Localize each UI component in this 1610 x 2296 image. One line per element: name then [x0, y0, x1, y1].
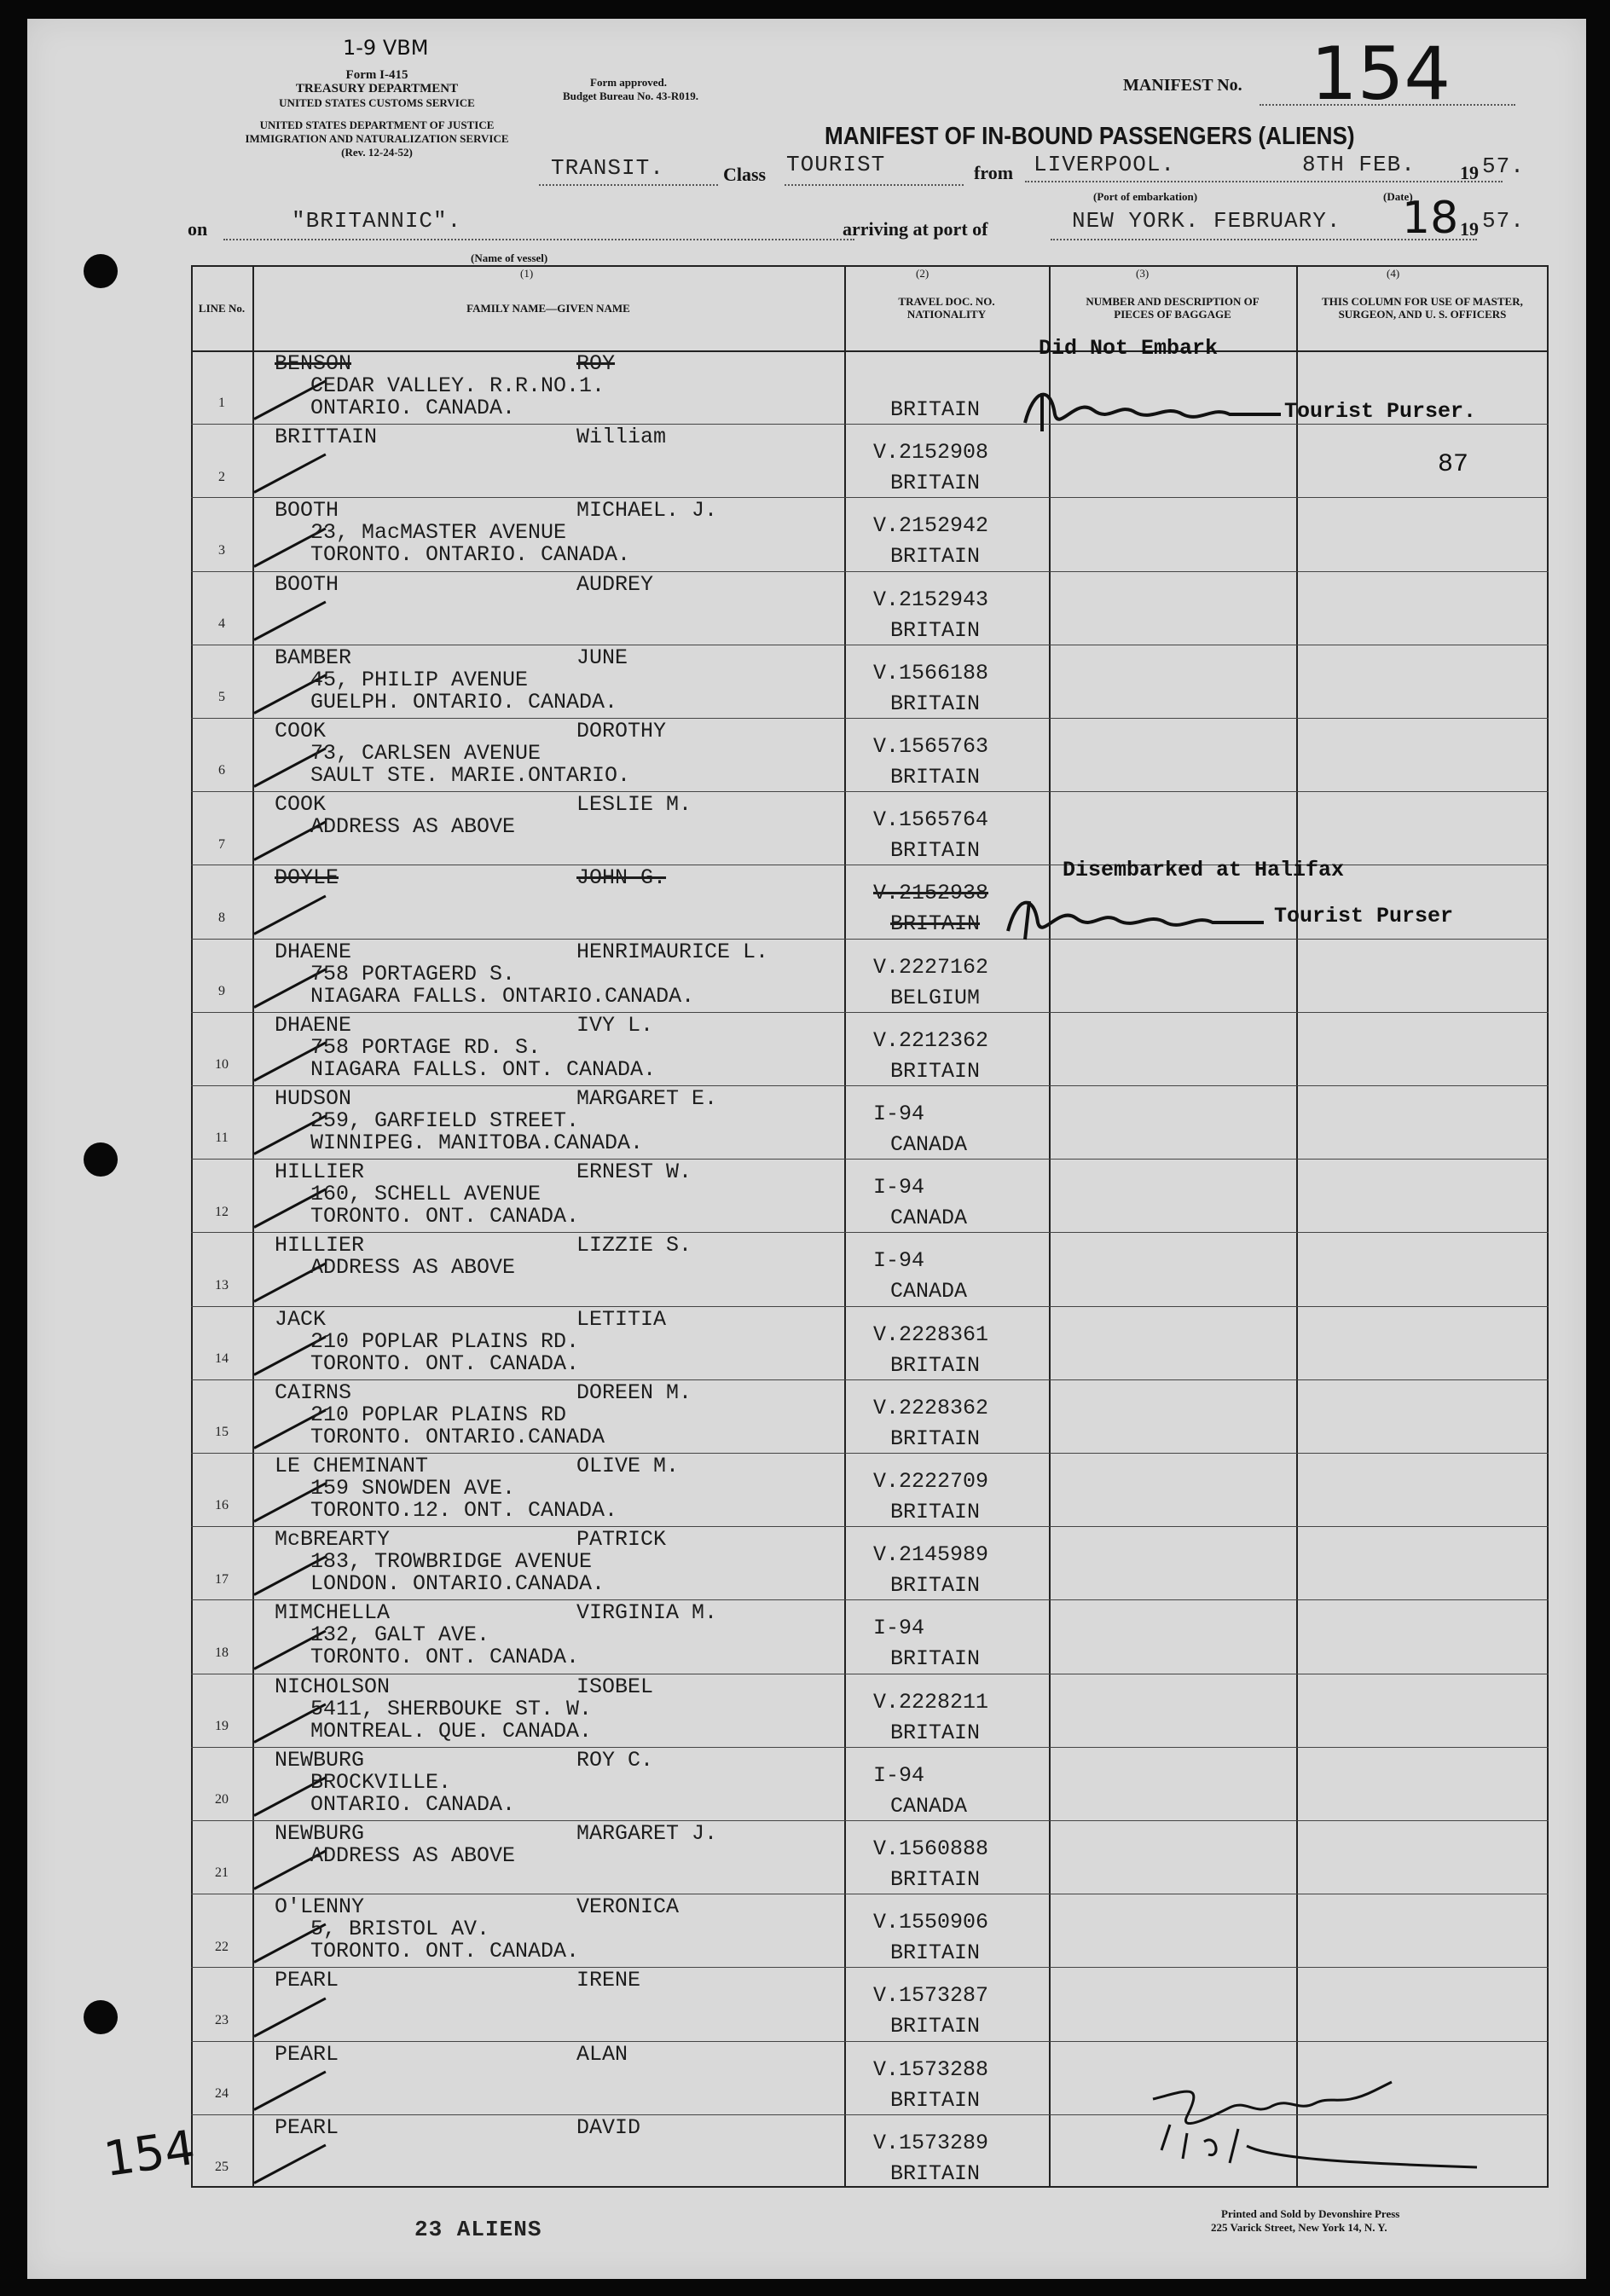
line-number: 12 [215, 1204, 229, 1219]
line-number: 11 [215, 1131, 229, 1146]
address-line-2: ONTARIO. CANADA. [310, 1791, 516, 1817]
given-name: PATRICK [576, 1527, 667, 1553]
table-row [191, 645, 1549, 718]
address-line-1: 5411, SHERBOUKE ST. W. [310, 1696, 593, 1721]
line-number: 13 [215, 1277, 229, 1293]
manifest-no: 154 [1311, 32, 1451, 117]
address-line-2: LONDON. ONTARIO.CANADA. [310, 1571, 605, 1597]
manifest-title: MANIFEST OF IN-BOUND PASSENGERS (ALIENS) [825, 123, 1355, 150]
given-name: MARGARET J. [576, 1821, 718, 1846]
family-name: BRITTAIN [275, 425, 378, 450]
nationality: BRITAIN [890, 471, 981, 496]
address-line-2: NIAGARA FALLS. ONTARIO.CANADA. [310, 983, 695, 1009]
family-name: HILLIER [275, 1233, 365, 1258]
did-not-embark-note: Did Not Embark [1039, 336, 1219, 361]
given-name: ERNEST W. [576, 1160, 692, 1185]
punch-hole [84, 2000, 118, 2034]
address-line-1: ADDRESS AS ABOVE [310, 1255, 516, 1281]
justice-department: UNITED STATES DEPARTMENT OF JUSTICE [259, 119, 495, 131]
family-name: DHAENE [275, 1012, 352, 1038]
table-row [191, 1159, 1549, 1232]
nationality: CANADA [890, 1793, 968, 1819]
address-line-2: TORONTO.12. ONT. CANADA. [310, 1498, 618, 1523]
given-name: HENRIMAURICE L. [576, 939, 769, 964]
given-name: JOHN G. [576, 865, 667, 891]
nationality: BRITAIN [890, 2160, 981, 2186]
given-name: DAVID [576, 2114, 641, 2140]
nationality: BRITAIN [890, 617, 981, 643]
nationality: CANADA [890, 1279, 968, 1304]
given-name: VIRGINIA M. [576, 1600, 718, 1626]
travel-doc-number: V.1550906 [873, 1910, 989, 1935]
line-number: 22 [215, 1939, 229, 1954]
printer-line-2: 225 Varick Street, New York 14, N. Y. [1211, 2221, 1387, 2234]
address-line-1: 210 POPLAR PLAINS RD [310, 1402, 567, 1427]
family-name: DHAENE [275, 939, 352, 964]
table-row [191, 1306, 1549, 1379]
family-name: CAIRNS [275, 1379, 352, 1405]
line-number: 15 [215, 1425, 229, 1440]
check-mark [253, 894, 326, 934]
arrival-port: NEW YORK. FEBRUARY. [1072, 208, 1341, 234]
travel-doc-number: V.2152943 [873, 587, 989, 612]
from-label: from [974, 162, 1014, 183]
given-name: DOROTHY [576, 719, 667, 743]
line-number: 19 [215, 1719, 229, 1734]
family-name: PEARL [275, 1968, 339, 1993]
line-number: 4 [218, 616, 225, 632]
address-line-1: 210 POPLAR PLAINS RD. [310, 1328, 580, 1354]
table-row [191, 424, 1549, 497]
from-date: 8TH FEB. [1302, 152, 1416, 177]
address-line-1: 23, MacMASTER AVENUE [310, 520, 567, 546]
address-line-2: TORONTO. ONT. CANADA. [310, 1350, 580, 1376]
travel-doc-number: V.1573288 [873, 2056, 989, 2082]
family-name: HILLIER [275, 1160, 365, 1185]
punch-hole [84, 1142, 118, 1177]
travel-doc-number: V.2228211 [873, 1689, 989, 1715]
nationality: BRITAIN [890, 911, 981, 937]
disembarked-note: Disembarked at Halifax [1063, 858, 1345, 882]
on-label: on [188, 218, 208, 240]
check-mark [253, 1997, 326, 2037]
given-name: LIZZIE S. [576, 1233, 692, 1258]
table-row [191, 1453, 1549, 1526]
given-name: OLIVE M. [576, 1454, 680, 1478]
travel-doc-number: I-94 [873, 1616, 925, 1641]
travel-doc-number: V.2152908 [873, 440, 989, 466]
treasury-department: TREASURY DEPARTMENT [295, 82, 459, 95]
arrival-day: 18 [1402, 193, 1459, 244]
transit: TRANSIT. [551, 155, 664, 181]
given-name: ROY C. [576, 1747, 654, 1773]
arrival-year: 57. [1482, 208, 1525, 234]
given-name: ALAN [576, 2041, 628, 2067]
officer-signature [1136, 2065, 1494, 2176]
vbm-stamp: 1-9 VBM [343, 36, 429, 60]
nationality: BRITAIN [890, 544, 981, 570]
table-row [191, 939, 1549, 1012]
address-line-2: TORONTO. ONTARIO.CANADA [310, 1424, 605, 1449]
given-name: LESLIE M. [576, 792, 692, 818]
family-name: LE CHEMINANT [275, 1454, 429, 1478]
address-line-1: 183, TROWBRIDGE AVENUE [310, 1549, 593, 1575]
line-number: 14 [215, 1351, 229, 1367]
address-line-1: ADDRESS AS ABOVE [310, 814, 516, 840]
table-row [191, 1232, 1549, 1305]
family-name: PEARL [275, 2041, 339, 2067]
budget-bureau: Budget Bureau No. 43-R019. [563, 90, 699, 102]
revision: (Rev. 12-24-52) [341, 146, 413, 159]
line-number: 23 [215, 2012, 229, 2027]
header-name: FAMILY NAME—GIVEN NAME [466, 301, 630, 315]
col-3-label: (3) [1136, 267, 1150, 280]
line-number: 9 [218, 984, 225, 999]
given-name: AUDREY [576, 571, 654, 597]
header-officers: THIS COLUMN FOR USE OF MASTER, SURGEON, AND U. S. OFFICERS [1322, 295, 1523, 321]
family-name: DOYLE [275, 865, 339, 891]
address-line-1: 758 PORTAGERD S. [310, 961, 516, 986]
travel-doc-number: V.1565763 [873, 734, 989, 759]
nationality: BRITAIN [890, 838, 981, 864]
line-number: 3 [218, 542, 225, 558]
line-number: 1 [218, 396, 225, 411]
travel-doc-number: V.1560888 [873, 1836, 989, 1861]
address-line-2: TORONTO. ONT. CANADA. [310, 1645, 580, 1670]
given-name: VERONICA [576, 1894, 680, 1920]
ins-service: IMMIGRATION AND NATURALIZATION SERVICE [245, 132, 509, 145]
nationality: BRITAIN [890, 2014, 981, 2039]
address-line-2: SAULT STE. MARIE.ONTARIO. [310, 763, 631, 788]
address-line-1: 132, GALT AVE. [310, 1622, 490, 1648]
tourist-purser-note: Tourist Purser. [1284, 399, 1477, 424]
form-approved: Form approved. [590, 76, 668, 89]
table-row [191, 497, 1549, 570]
header-line-no: LINE No. [198, 301, 246, 315]
punch-hole [84, 254, 118, 288]
family-name: BOOTH [275, 571, 339, 597]
vessel-label: (Name of vessel) [471, 252, 548, 264]
table-row [191, 571, 1549, 645]
travel-doc-number: I-94 [873, 1175, 925, 1200]
given-name: IRENE [576, 1968, 641, 1993]
address-line-1: BROCKVILLE. [310, 1769, 452, 1795]
nationality: BRITAIN [890, 1867, 981, 1892]
address-line-1: CEDAR VALLEY. R.R.NO.1. [310, 373, 605, 398]
travel-doc-number: V.2212362 [873, 1027, 989, 1053]
table-row [191, 1820, 1549, 1894]
travel-doc-number: I-94 [873, 1762, 925, 1788]
table-row [191, 1379, 1549, 1453]
address-line-1: 160, SCHELL AVENUE [310, 1182, 541, 1207]
check-mark [253, 2144, 326, 2184]
col-4-label: (4) [1387, 267, 1400, 280]
col-2-label: (2) [916, 267, 930, 280]
year-prefix: 19 [1460, 162, 1479, 183]
passenger-table [191, 265, 1549, 2188]
family-name: NEWBURG [275, 1747, 365, 1773]
purser-signature [1016, 380, 1289, 440]
family-name: PEARL [275, 2114, 339, 2140]
family-name: BENSON [275, 351, 352, 376]
address-line-2: NIAGARA FALLS. ONT. CANADA. [310, 1056, 657, 1082]
address-line-2: TORONTO. ONT. CANADA. [310, 1204, 580, 1229]
nationality: BRITAIN [890, 1500, 981, 1524]
given-name: ISOBEL [576, 1674, 654, 1699]
travel-doc-number: I-94 [873, 1248, 925, 1274]
table-row [191, 1894, 1549, 1967]
address-line-2: TORONTO. ONTARIO. CANADA. [310, 542, 631, 568]
family-name: BAMBER [275, 645, 352, 670]
nationality: BRITAIN [890, 691, 981, 716]
vessel-name: "BRITANNIC". [292, 208, 462, 234]
address-line-1: 73, CARLSEN AVENUE [310, 741, 541, 766]
check-mark [253, 600, 326, 640]
count-note: 87 [1438, 450, 1469, 479]
nationality: BRITAIN [890, 2087, 981, 2113]
address-line-2: MONTREAL. QUE. CANADA. [310, 1718, 593, 1744]
travel-doc-number: V.1573289 [873, 2130, 989, 2155]
nationality: CANADA [890, 1132, 968, 1157]
table-row [191, 1526, 1549, 1599]
line-number: 20 [215, 1792, 229, 1807]
col-1-label: (1) [520, 267, 534, 280]
nationality: BRITAIN [890, 1720, 981, 1745]
travel-doc-number: V.2222709 [873, 1469, 989, 1494]
line-number: 7 [218, 836, 225, 852]
nationality: CANADA [890, 1206, 968, 1231]
address-line-1: 259, GARFIELD STREET. [310, 1108, 580, 1133]
family-name: NEWBURG [275, 1821, 365, 1846]
address-line-2: GUELPH. ONTARIO. CANADA. [310, 689, 618, 714]
table-row [191, 791, 1549, 865]
given-name: JUNE [576, 645, 628, 670]
manifest-no-label: MANIFEST No. [1123, 76, 1242, 95]
family-name: O'LENNY [275, 1894, 365, 1920]
header-travel-doc: TRAVEL DOC. NO. NATIONALITY [898, 295, 995, 321]
header-baggage: NUMBER AND DESCRIPTION OF PIECES OF BAGGAGE [1086, 295, 1260, 321]
line-number: 21 [215, 1865, 229, 1881]
nationality: BRITAIN [890, 1058, 981, 1084]
address-line-2: TORONTO. ONT. CANADA. [310, 1939, 580, 1964]
line-number: 17 [215, 1571, 229, 1587]
travel-doc-number: V.1566188 [873, 660, 989, 685]
travel-doc-number: I-94 [873, 1102, 925, 1126]
arriving-label: arriving at port of [843, 218, 988, 240]
nationality: BRITAIN [890, 1646, 981, 1672]
family-name: McBREARTY [275, 1527, 391, 1553]
travel-doc-number: V.1573287 [873, 1983, 989, 2009]
family-name: JACK [275, 1306, 327, 1332]
address-line-1: 758 PORTAGE RD. S. [310, 1034, 541, 1060]
address-line-1: 45, PHILIP AVENUE [310, 667, 529, 692]
family-name: COOK [275, 719, 327, 743]
nationality: BRITAIN [890, 765, 981, 789]
address-line-1: 5, BRISTOL AV. [310, 1917, 490, 1942]
line-number: 6 [218, 763, 225, 778]
table-row [191, 1747, 1549, 1820]
table-row [191, 1085, 1549, 1159]
tourist-purser-note-2: Tourist Purser [1274, 904, 1454, 928]
nationality: BRITAIN [890, 1573, 981, 1599]
given-name: MICHAEL. J. [576, 498, 718, 523]
given-name: MARGARET E. [576, 1086, 718, 1111]
given-name: IVY L. [576, 1012, 654, 1038]
family-name: COOK [275, 792, 327, 818]
given-name: DOREEN M. [576, 1379, 692, 1405]
travel-doc-number: V.2228362 [873, 1395, 989, 1420]
table-row [191, 1967, 1549, 2040]
travel-doc-number: V.2227162 [873, 954, 989, 980]
travel-doc-number: V.2145989 [873, 1542, 989, 1568]
line-number: 16 [215, 1498, 229, 1513]
address-line-2: ONTARIO. CANADA. [310, 396, 516, 420]
address-line-1: ADDRESS AS ABOVE [310, 1843, 516, 1868]
line-number: 18 [215, 1645, 229, 1660]
arrival-year-prefix: 19 [1460, 218, 1479, 240]
travel-doc-number: V.1565764 [873, 807, 989, 833]
nationality: BRITAIN [890, 1426, 981, 1451]
line-number: 8 [218, 910, 225, 925]
family-name: NICHOLSON [275, 1674, 391, 1699]
side-manifest-number: 154 [100, 2120, 199, 2189]
nationality: BRITAIN [890, 1940, 981, 1966]
travel-doc-number: V.2228361 [873, 1322, 989, 1347]
purser-signature-2 [999, 888, 1272, 948]
table-row [191, 1599, 1549, 1673]
check-mark [253, 2070, 326, 2110]
check-mark [253, 454, 326, 494]
travel-doc-number: V.2152942 [873, 513, 989, 539]
nationality: BRITAIN [890, 397, 981, 422]
given-name: ROY [576, 351, 616, 376]
printer-line-1: Printed and Sold by Devonshire Press [1221, 2207, 1400, 2220]
form-number: Form I-415 [345, 68, 408, 82]
year: 57. [1482, 153, 1525, 179]
class-label: Class [723, 164, 767, 185]
line-number: 5 [218, 690, 225, 705]
port-embark-label: (Port of embarkation) [1093, 190, 1198, 203]
family-name: HUDSON [275, 1086, 352, 1111]
line-number: 24 [215, 2086, 229, 2102]
address-line-2: WINNIPEG. MANITOBA.CANADA. [310, 1131, 644, 1155]
line-number: 10 [215, 1057, 229, 1073]
line-number: 2 [218, 469, 225, 484]
nationality: BRITAIN [890, 1352, 981, 1378]
table-row [191, 718, 1549, 791]
given-name: LETITIA [576, 1306, 667, 1332]
aliens-count: 23 ALIENS [414, 2217, 542, 2242]
nationality: BELGIUM [890, 985, 981, 1010]
manifest-sheet [27, 19, 1586, 2279]
table-row [191, 1674, 1549, 1747]
table-row [191, 1012, 1549, 1085]
family-name: MIMCHELLA [275, 1600, 391, 1626]
customs-service: UNITED STATES CUSTOMS SERVICE [279, 96, 475, 109]
class-value: TOURIST [786, 152, 886, 177]
travel-doc-number: V.2152938 [873, 881, 989, 906]
address-line-1: 159 SNOWDEN AVE. [310, 1476, 516, 1501]
given-name: William [576, 425, 667, 450]
family-name: BOOTH [275, 498, 339, 523]
line-number: 25 [215, 2160, 229, 2175]
date-label: (Date) [1383, 190, 1413, 203]
from-port: LIVERPOOL. [1034, 152, 1176, 177]
